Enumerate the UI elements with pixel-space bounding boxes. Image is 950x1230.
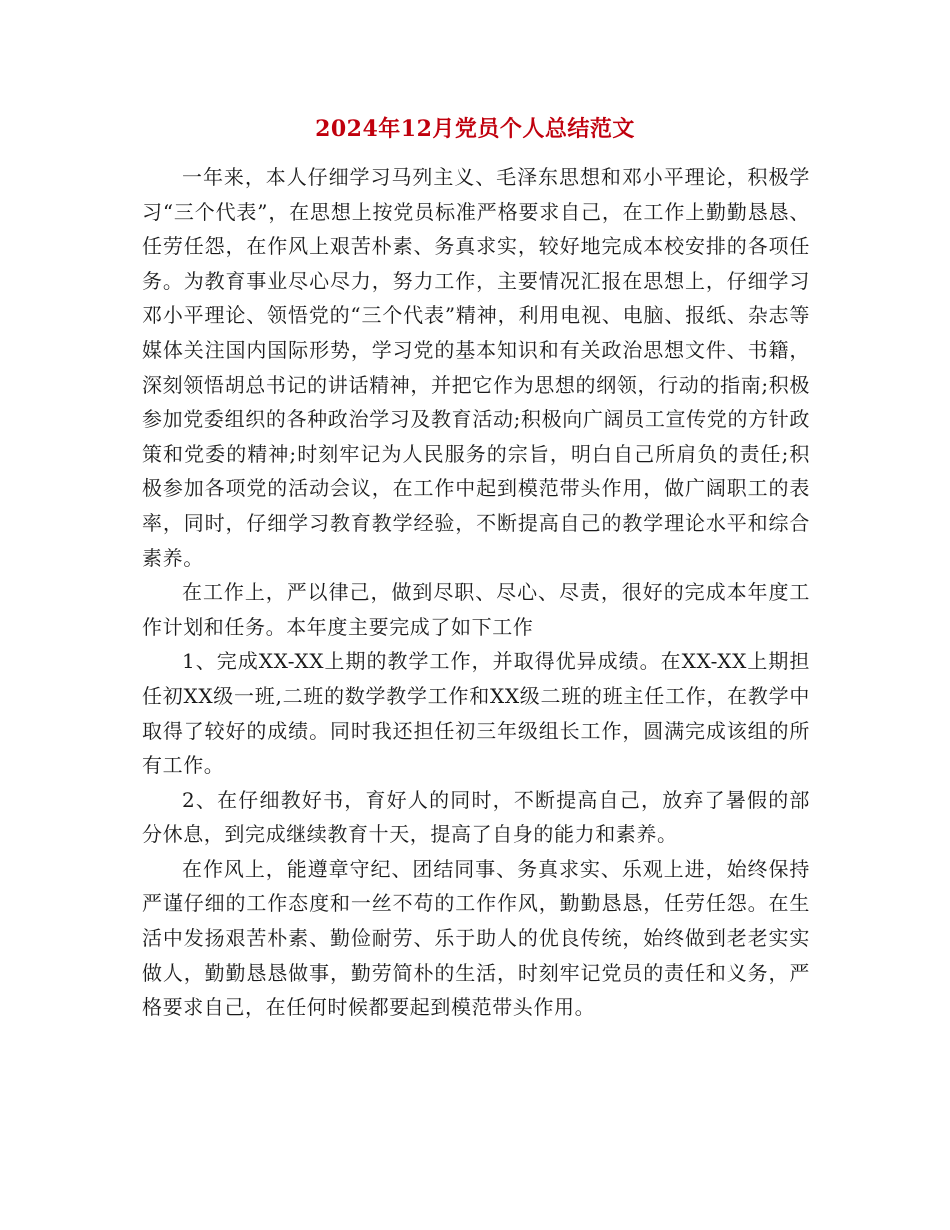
paragraph-work-intro: 在工作上，严以律己，做到尽职、尽心、尽责，很好的完成本年度工作计划和任务。本年度主要完成了如下工作 <box>142 580 810 639</box>
paragraph-teaching-item-1: 1、完成XX-XX上期的教学工作，并取得优异成绩。在XX-XX上期担任初XX级一班,二班的数学教学工作和XX级二班的班主任工作，在教学中取得了较好的成绩。同时我还担任初三年级组长工作，圆满完成该组的所有工作。 <box>142 649 810 778</box>
paragraph-ideology: 一年来，本人仔细学习马列主义、毛泽东思想和邓小平理论，积极学习“三个代表”，在思想上按党员标准严格要求自己，在工作上勤勤恳恳、任劳任怨，在作风上艰苦朴素、务真求实，较好地完成本校安排的各项任务。为教育事业尽心尽力，努力工作，主要情况汇报在思想上，仔细学习邓小平理论、领悟党的“三个代表”精神，利用电视、电脑、报纸、杂志等媒体关注国内国际形势，学习党的基本知识和有关政治思想文件、书籍，深刻领悟胡总书记的讲话精神，并把它作为思想的纲领，行动的指南;积极参加党委组织的各种政治学习及教育活动;积极向广阔员工宣传党的方针政策和党委的精神;时刻牢记为人民服务的宗旨，明白自己所肩负的责任;积极参加各项党的活动会议，在工作中起到模范带头作用，做广阔职工的表率，同时，仔细学习教育教学经验，不断提高自己的教学理论水平和综合素养。 <box>142 165 810 570</box>
paragraph-conduct: 在作风上，能遵章守纪、团结同事、务真求实、乐观上进，始终保持严谨仔细的工作态度和一丝不苟的工作作风，勤勤恳恳，任劳任怨。在生活中发扬艰苦朴素、勤俭耐劳、乐于助人的优良传统，始终做到老老实实做人，勤勤恳恳做事，勤劳简朴的生活，时刻牢记党员的责任和义务，严格要求自己，在任何时候都要起到模范带头作用。 <box>142 856 810 1020</box>
document-body <box>142 160 810 1025</box>
paragraph-teaching-item-2: 2、在仔细教好书，育好人的同时，不断提高自己，放弃了暑假的部分休息，到完成继续教育十天，提高了自身的能力和素养。 <box>142 787 810 847</box>
document-title: 2024年12月党员个人总结范文 <box>315 116 635 142</box>
